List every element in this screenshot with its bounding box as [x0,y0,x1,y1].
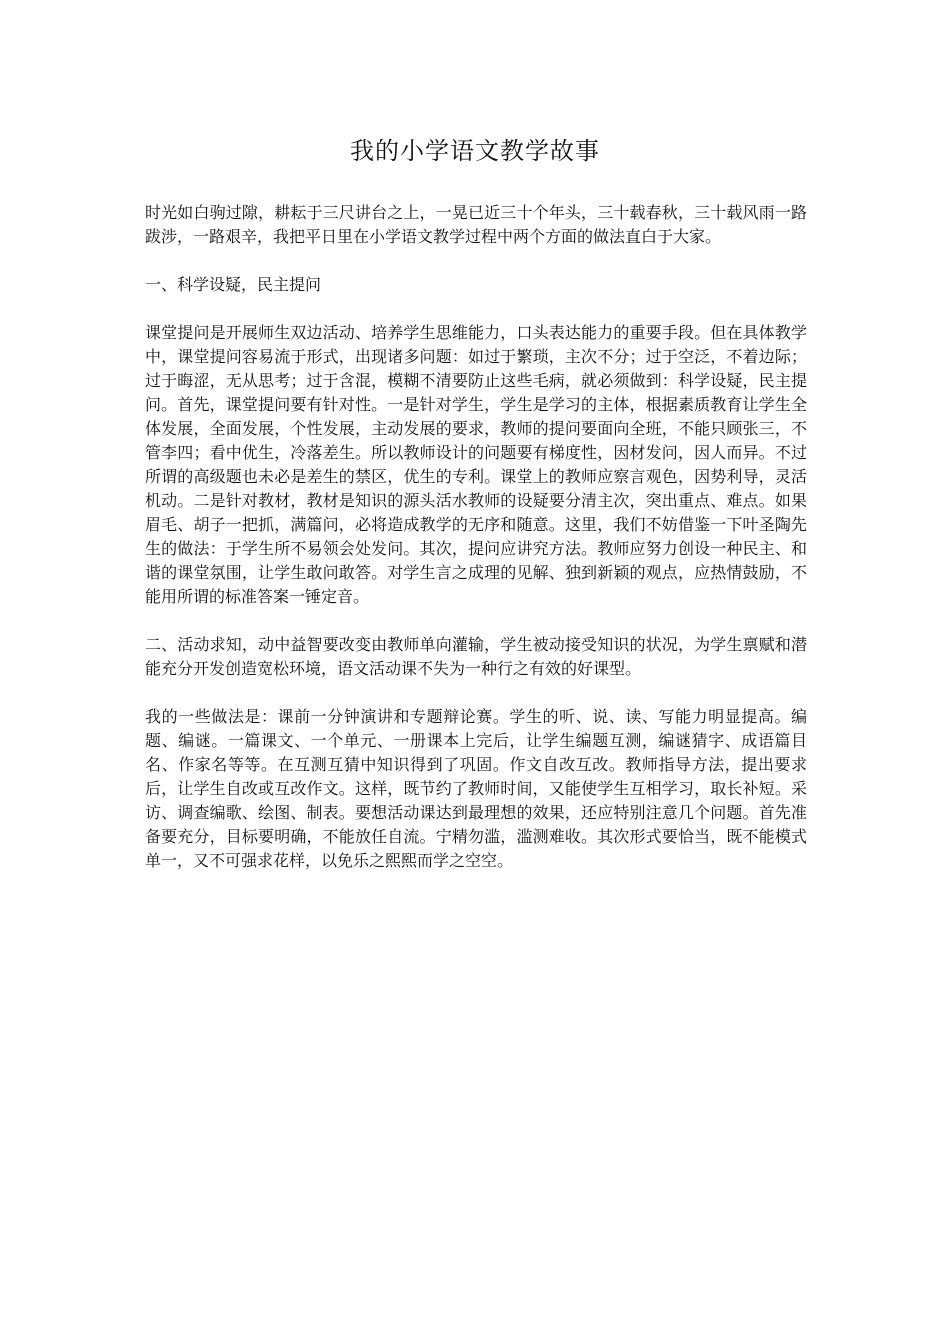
section-1-paragraph: 课堂提问是开展师生双边活动、培养学生思维能力，口头表达能力的重要手段。但在具体教学中，课堂提问容易流于形式，出现诸多问题：如过于繁琐，主次不分；过于空泛，不着边际；过于晦涩，无从思考；过于含混，模糊不清要防止这些毛病，就必须做到：科学设疑，民主提问。首先，课堂提问要有针对性。一是针对学生，学生是学习的主体，根据素质教育让学生全体发展，全面发展，个性发展，主动发展的要求，教师的提问要面向全班，不能只顾张三，不管李四；看中优生，冷落差生。所以教师设计的问题要有梯度性，因材发问，因人而异。不过所谓的高级题也未必是差生的禁区，优生的专利。课堂上的教师应察言观色，因势利导，灵活机动。二是针对教材，教材是知识的源头活水教师的设疑要分清主次，突出重点、难点。如果眉毛、胡子一把抓，满篇问，必将造成教学的无序和随意。这里，我们不妨借鉴一下叶圣陶先生的做法：于学生所不易领会处发问。其次，提问应讲究方法。教师应努力创设一种民主、和谐的课堂氛围，让学生敢问敢答。对学生言之成理的见解、独到新颖的观点，应热情鼓励，不能用所谓的标准答案一锤定音。 [145,323,807,606]
section-heading-1: 一、科学设疑，民主提问 [145,275,322,294]
intro-paragraph: 时光如白驹过隙，耕耘于三尺讲台之上，一晃已近三十个年头，三十载春秋，三十载风雨一路跋涉，一路艰辛，我把平日里在小学语文教学过程中两个方面的做法直白于大家。 [145,203,807,246]
section-heading-2-paragraph: 二、活动求知，动中益智要改变由教师单向灌输，学生被动接受知识的状况，为学生禀赋和潜能充分开发创造宽松环境，语文活动课不失为一种行之有效的好课型。 [145,635,807,678]
document-title: 我的小学语文教学故事 [350,137,600,165]
document-body [145,201,807,897]
section-2-paragraph: 我的一些做法是：课前一分钟演讲和专题辩论赛。学生的听、说、读、写能力明显提高。编题、编谜。一篇课文、一个单元、一册课本上完后，让学生编题互测，编谜猜字、成语篇目名、作家名等等。在互测互猜中知识得到了巩固。作文自改互改。教师指导方法，提出要求后，让学生自改或互改作文。这样，既节约了教师时间，又能使学生互相学习，取长补短。采访、调查编歌、绘图、制表。要想活动课达到最理想的效果，还应特别注意几个问题。首先准备要充分，目标要明确，不能放任自流。宁精勿滥，滥测难收。其次形式要恰当，既不能模式单一，又不可强求花样，以免乐之熙熙而学之空空。 [145,707,807,870]
